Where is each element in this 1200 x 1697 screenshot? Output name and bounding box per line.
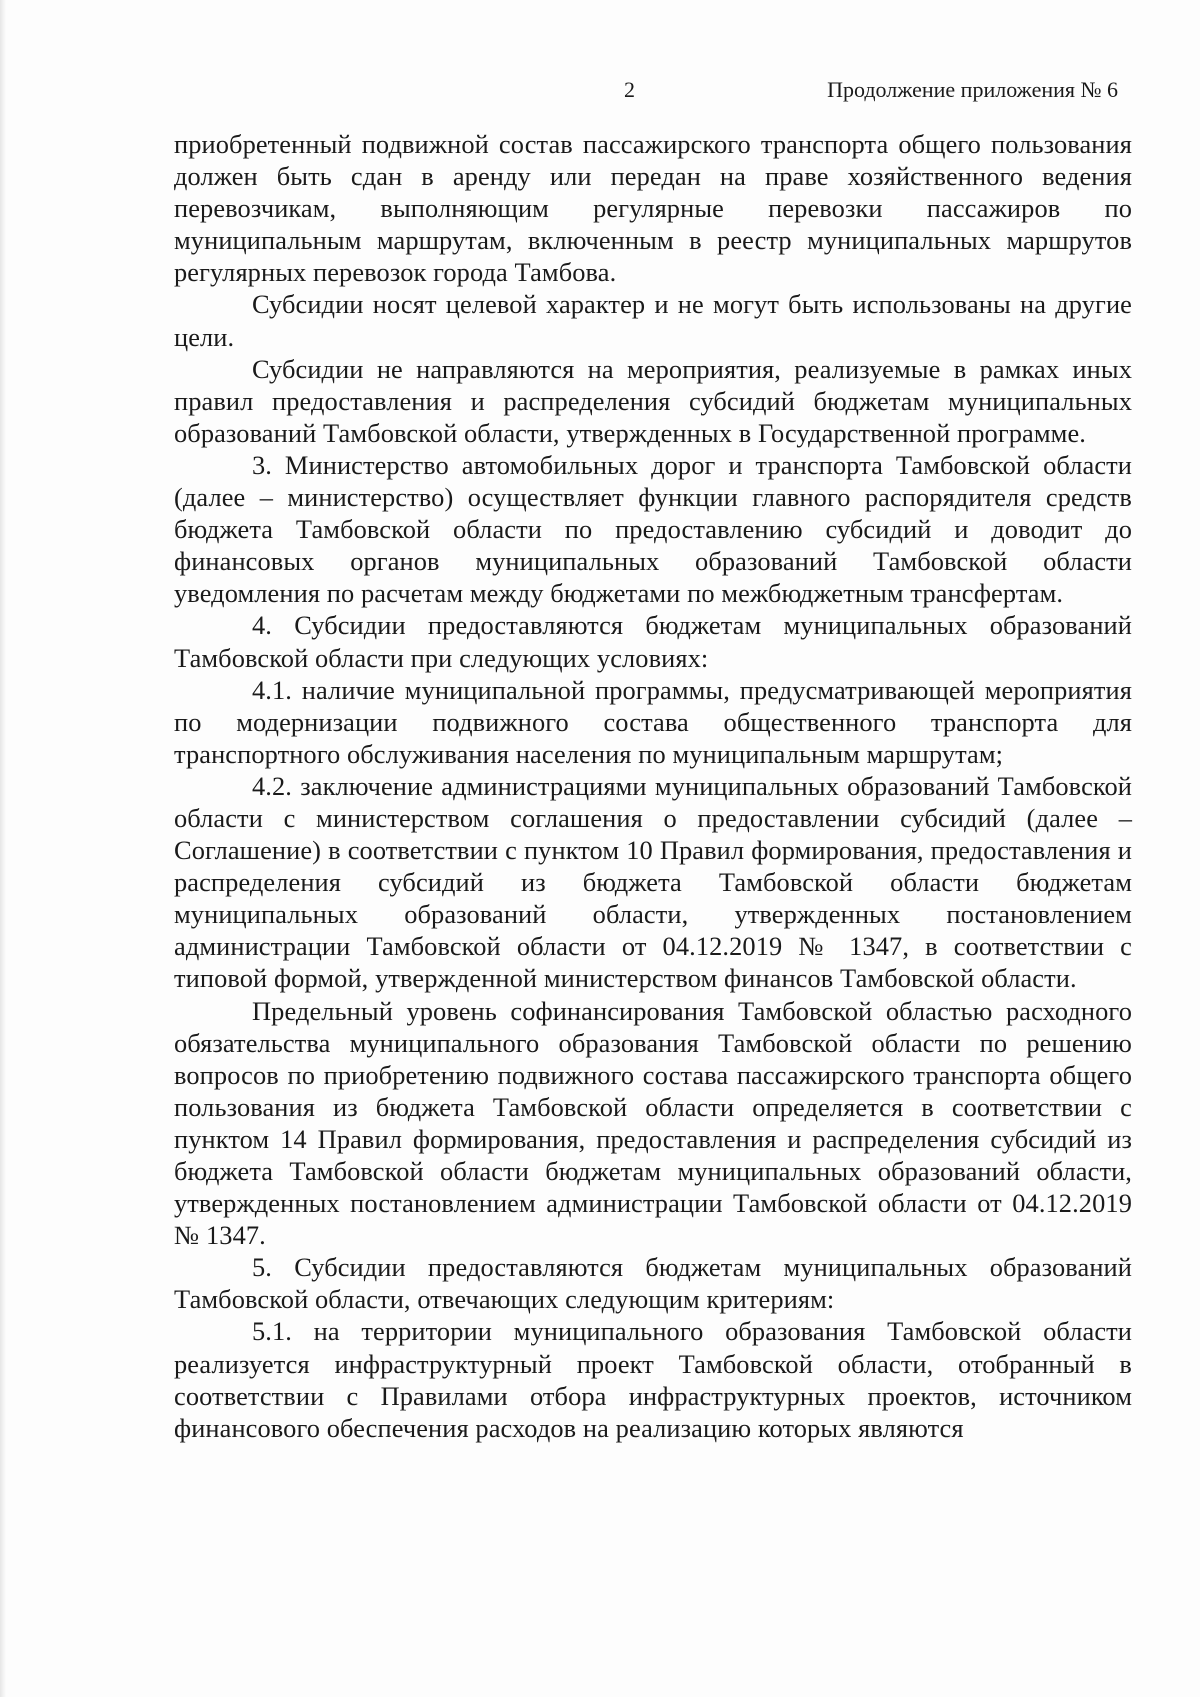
page-number: 2: [624, 77, 635, 102]
paragraph-subsidy-purpose: Субсидии носят целевой характер и не могут быть использованы на другие цели.: [174, 289, 1132, 352]
continuation-label: Продолжение приложения № 6: [827, 77, 1118, 102]
document-body: [174, 128, 1132, 1444]
paragraph-cofinancing-level: Предельный уровень софинансирования Тамбовской областью расходного обязательства муниципального образования Тамбовской области по решению вопросов по приобретению подвижного состава пассажирского транспорта общего пользования из бюджета Тамбовской области определяется в соответствии с пунктом 14 Правил формирования, предоставления и распределения субсидий из бюджета Тамбовской области бюджетам муниципальных образований области, утвержденных постановлением администрации Тамбовской области от 04.12.2019 № 1347.: [174, 995, 1132, 1251]
scan-edge-shadow: [0, 0, 6, 1697]
paragraph-item-5-1: 5.1. на территории муниципального образования Тамбовской области реализуется инфраструктурный проект Тамбовской области, отобранный в соответствии с Правилами отбора инфраструктурных проектов, источником финансового обеспечения расходов на реализацию которых являются: [174, 1316, 1132, 1443]
paragraph-item-4-2: 4.2. заключение администрациями муниципальных образований Тамбовской области с министерством соглашения о предоставлении субсидий (далее – Соглашение) в соответствии с пунктом 10 Правил формирования, предоставления и распределения субсидий из бюджета Тамбовской области бюджетам муниципальных образований области, утвержденных постановлением администрации Тамбовской области от 04.12.2019 № 1347, в соответствии с типовой формой, утвержденной министерством финансов Тамбовской области.: [174, 770, 1132, 994]
paragraph-item-3: 3. Министерство автомобильных дорог и транспорта Тамбовской области (далее – министерство) осуществляет функции главного распорядителя средств бюджета Тамбовской области по предоставлению субсидий и доводит до финансовых органов муниципальных образований Тамбовской области уведомления по расчетам между бюджетами по межбюджетным трансфертам.: [174, 449, 1132, 609]
paragraph-item-4-1: 4.1. наличие муниципальной программы, предусматривающей мероприятия по модернизации подвижного состава общественного транспорта для транспортного обслуживания населения по муниципальным маршрутам;: [174, 674, 1132, 769]
paragraph-item-4: 4. Субсидии предоставляются бюджетам муниципальных образований Тамбовской области при следующих условиях:: [174, 610, 1132, 673]
paragraph-continued: приобретенный подвижной состав пассажирского транспорта общего пользования должен быть сдан в аренду или передан на праве хозяйственного ведения перевозчикам, выполняющим регулярные перевозки пассажиров по муниципальным маршрутам, включенным в реестр муниципальных маршрутов регулярных перевозок города Тамбова.: [174, 129, 1132, 288]
paragraph-subsidy-exclusion: Субсидии не направляются на мероприятия, реализуемые в рамках иных правил предоставления и распределения субсидий бюджетам муниципальных образований Тамбовской области, утвержденных в Государственной программе.: [174, 353, 1132, 448]
paragraph-item-5: 5. Субсидии предоставляются бюджетам муниципальных образований Тамбовской области, отвечающих следующим критериям:: [174, 1252, 1132, 1315]
